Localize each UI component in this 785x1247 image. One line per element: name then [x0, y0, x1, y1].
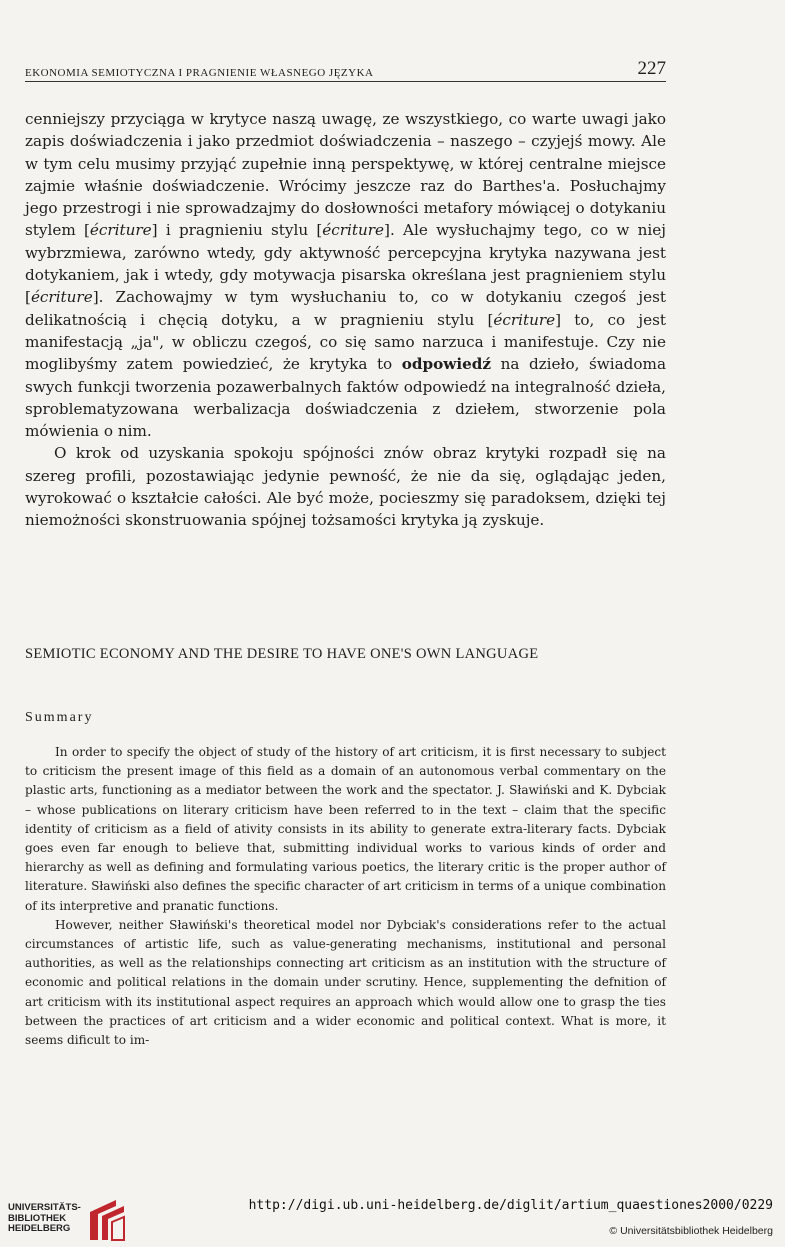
text-run: ] i pragnieniu stylu [ — [151, 221, 323, 240]
text-run: cenniejszy przyciąga w krytyce naszą uwagę, ze wszystkiego, co warte uwagi jako zapis doświadczenia i jako przedmiot doświadczenia – naszego – czyjejś mowy. Ale w tym celu musimy przyjąć zupełnie inną perspektywę, w której centralne miejsce zajmie właśnie doświadczenie. Wrócimy jeszcze raz do Barthes'a. Posłuchajmy jego przestrogi i nie sprowadzajmy do dosłowności metafory mówiącej o dotykaniu stylem [ — [25, 110, 666, 240]
text-run: ]. Ale wysłuchajmy tego, co w niej wybrzmiewa, zarówno wtedy, gdy aktywność percepcyjna krytyka nazywana jest dotykaniem, jak i wtedy, gdy motywacja pisarska określana jest pragnieniem stylu [ — [25, 221, 666, 307]
text-run: ]. Zachowajmy w tym wysłuchaniu to, co w dotykaniu czegoś jest delikatnością i chęcią dotyku, a w pragnieniu stylu [ — [25, 288, 666, 329]
library-logo[interactable] — [8, 1198, 138, 1242]
text-run: ] to, co jest manifestacją „ja", w obliczu czegoś, co się samo narzuca i manifestuje. Czy nie moglibyśmy zatem powiedzieć, że krytyka to — [25, 310, 667, 374]
summary-paragraph: However, neither Sławiński's theoretical model nor Dybciak's considerations refer to the actual circumstances of artistic life, such as value-generating mechanisms, institutional and personal authorities, as well as the relationships connecting art criticism as an institution with the structure of economic and political relations in the domain under scrutiny. Hence, supplementing the defnition of art criticism with its institutional aspect requires an approach which would allow one to grasp the ties between the practices of art criticism and a wider economic and political context. What is more, it seems dificult to im- — [25, 917, 666, 1048]
running-header — [25, 58, 666, 82]
source-url-link[interactable]: http://digi.ub.uni-heidelberg.de/diglit/artium_quaestiones2000/0229 — [248, 1198, 773, 1213]
italic-term: écriture — [30, 288, 93, 307]
text-run: na dzieło, świadoma swych funkcji tworzenia pozawerbalnych faktów odpowiedź na integralność dzieła, sproblematyzowana werbalizacja doświadczenia z dziełem, stworzenie pola mówienia o nim. — [25, 355, 666, 441]
italic-term: écriture — [493, 310, 556, 329]
page-number: 227 — [637, 58, 666, 79]
summary-text — [25, 743, 666, 1050]
main-body-text — [25, 108, 666, 532]
copyright-notice: © Universitätsbibliothek Heidelberg — [609, 1225, 773, 1237]
logo-text: UNIVERSITÄTS- BIBLIOTHEK HEIDELBERG — [8, 1202, 81, 1234]
summary-section-title: SEMIOTIC ECONOMY AND THE DESIRE TO HAVE ONE'S OWN LANGUAGE — [25, 646, 539, 662]
summary-heading: Summary — [25, 710, 94, 725]
paragraph — [25, 108, 666, 442]
italic-term: écriture — [89, 221, 152, 240]
bold-term: odpowiedź — [401, 355, 492, 374]
running-title: EKONOMIA SEMIOTYCZNA I PRAGNIENIE WŁASNEGO JĘZYKA — [25, 67, 374, 79]
italic-term: écriture — [322, 221, 385, 240]
library-emblem-icon — [86, 1198, 130, 1242]
summary-paragraph: In order to specify the object of study of the history of art criticism, it is first necessary to subject to criticism the present image of this field as a domain of an autonomous verbal commentary on the plastic arts, functioning as a mediator between the work and the spectator. J. Sławiński and K. Dybciak – whose publications on literary criticism have been referred to in the text – claim that the specific identity of criticism as a field of ativity consists in its ability to generate extra-literary facts. Dybciak goes even far enough to believe that, submitting individual works to various kinds of order and hierarchy as well as defining and formulating various poetics, the literary critic is the proper author of literature. Sławiński also defines the specific character of art criticism in terms of a unique combination of its interpretive and pranatic functions. — [25, 745, 666, 913]
paragraph: O krok od uzyskania spokoju spójności znów obraz krytyki rozpadł się na szereg profili, pozostawiając jedynie pewność, że nie da się, oglądając jeden, wyrokować o kształcie całości. Ale być może, pocieszmy się paradoksem, dzięki tej niemożności skonstruowania spójnej tożsamości krytyka ją zyskuje. — [25, 444, 666, 530]
